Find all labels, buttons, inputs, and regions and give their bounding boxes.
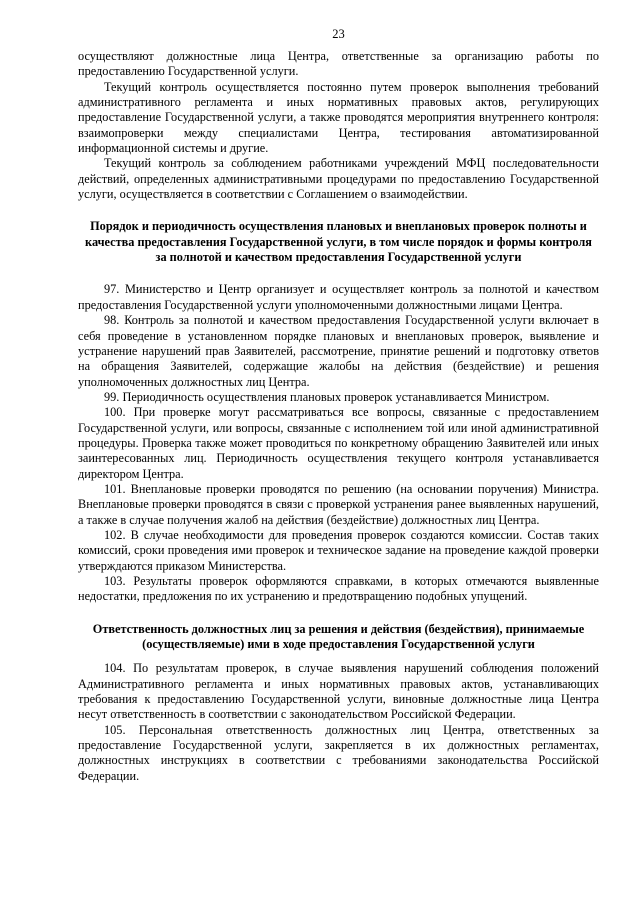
paragraph-103: 103. Результаты проверок оформляются справками, в которых отмечаются выявленные недостатки, предложения по их устранению и предотвращению подобных упущений. <box>78 574 599 604</box>
paragraph-continuation: осуществляют должностные лица Центра, ответственные за организацию работы по предоставлению Государственной услуги. <box>78 49 599 79</box>
paragraph-99: 99. Периодичность осуществления плановых проверок устанавливается Министром. <box>104 389 550 404</box>
paragraph-104: 104. По результатам проверок, в случае выявления нарушений соблюдения положений Административного регламента и иных нормативных правовых актов, устанавливающих требования к предоставлению Государственной услуги, виновные должностные лица Центра несут ответственность в соответствии с законодательством Российской Федерации. <box>78 661 599 722</box>
section-heading-inspections: Порядок и периодичность осуществления плановых и внеплановых проверок полноты и качества предоставления Государственной услуги, в том числе порядок и формы контроля за полнотой и качеством предоставления Государственной услуги <box>85 219 592 265</box>
paragraph-current-control: Текущий контроль осуществляется постоянно путем проверок выполнения требований административного регламента и иных нормативных правовых актов, регулирующих предоставление Государственной услуги, а также проводятся мероприятия внутреннего контроля: взаимопроверки между специалистами Центра, тестирования автоматизированной информационной системы и другие. <box>78 79 599 156</box>
paragraph-mfc-control: Текущий контроль за соблюдением работниками учреждений МФЦ последовательности действий, определенных административными процедурами по предоставлению Государственной услуги, осуществляется в соответствии с Соглашением о взаимодействии. <box>78 156 599 202</box>
paragraph-97: 97. Министерство и Центр организует и осуществляет контроль за полнотой и качеством предоставления Государственной услуги уполномоченными должностными лицами Центра. <box>78 282 599 312</box>
paragraph-105: 105. Персональная ответственность должностных лиц Центра, ответственных за предоставление Государственной услуги, закрепляется в их должностных регламентах, должностных инструкциях в соответствии с требованиями законодательства Российской Федерации. <box>78 722 599 783</box>
paragraph-101: 101. Внеплановые проверки проводятся по решению (на основании поручения) Министра. Внеплановые проверки проводятся в связи с проверкой устранения ранее выявленных нарушений, а также в случае получения жалоб на действия (бездействие) должностных лиц Центра. <box>78 481 599 527</box>
section-heading-responsibility: Ответственность должностных лиц за решения и действия (бездействия), принимаемые (осуществляемые) ими в ходе предоставления Государственной услуги <box>92 621 585 652</box>
paragraph-98: 98. Контроль за полнотой и качеством предоставления Государственной услуги включает в себя проведение в установленном порядке плановых и внеплановых проверок, выявление и устранение нарушений прав Заявителей, рассмотрение, принятие решений и подготовку ответов на обращения Заявителей, содержащие жалобы на действия (бездействие) и решения уполномоченных должностных лиц Центра. <box>78 313 599 389</box>
paragraph-100: 100. При проверке могут рассматриваться все вопросы, связанные с предоставлением Государственной услуги, или вопросы, связанные с исполнением той или иной административной процедуры. Проверка также может проводиться по конкретному обращению Заявителей или иных заинтересованных лиц. Периодичность осуществления текущего контроля устанавливается директором Центра. <box>78 405 599 481</box>
paragraph-102: 102. В случае необходимости для проведения проверок создаются комиссии. Состав таких комиссий, сроки проведения ими проверок и техническое задание на проведение каждой проверки утверждаются приказом Министерства. <box>78 527 599 573</box>
page-number: 23 <box>332 27 345 41</box>
